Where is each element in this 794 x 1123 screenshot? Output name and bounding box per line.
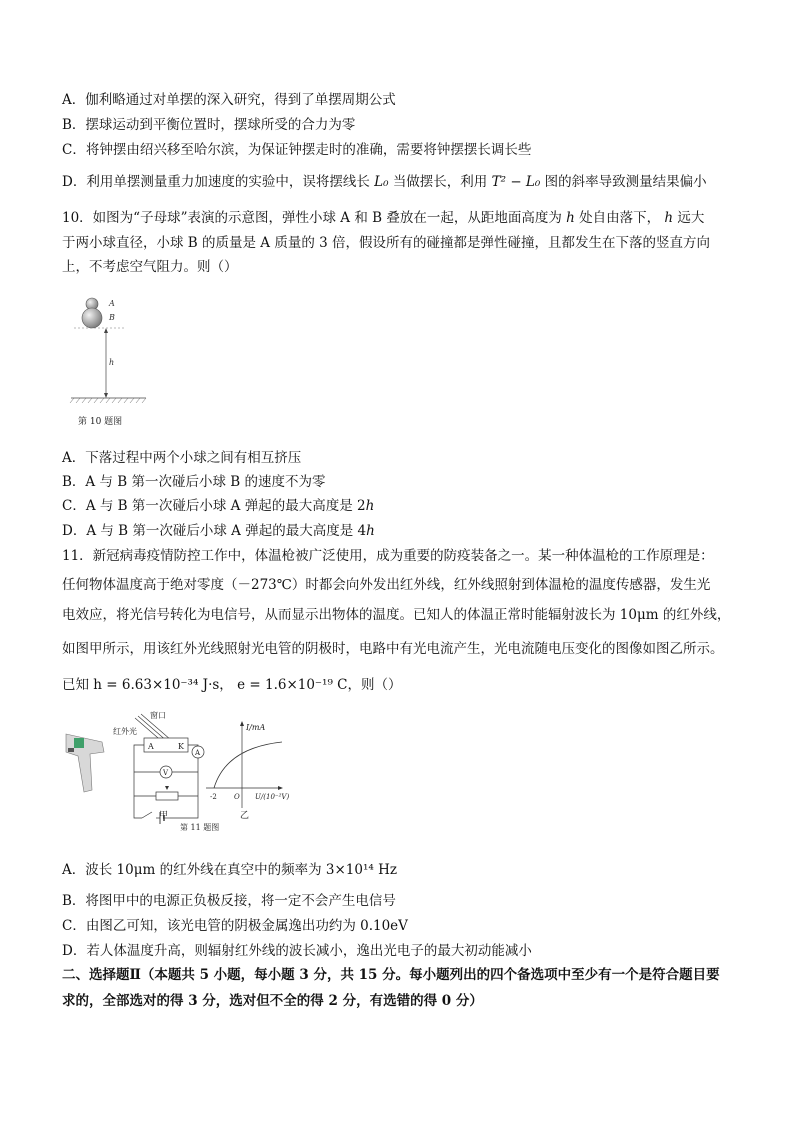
figure-11-caption: 第 11 题图 (180, 823, 220, 832)
q10-stem-text-2: 处自由落下， (579, 210, 661, 226)
q11-option-a: A．波长 10μm 的红外线在真空中的频率为 3×10¹⁴ Hz (62, 862, 397, 878)
q9-option-d (62, 173, 707, 191)
ir-light-label: 红外光 (113, 727, 137, 736)
q10-option-d-h: h (366, 523, 375, 539)
switch (142, 812, 152, 818)
q10-option-c-text: C．A 与 B 第一次碰后小球 A 弹起的最大高度是 2 (62, 498, 366, 514)
label-h: h (109, 358, 115, 367)
q10-option-c (62, 497, 374, 515)
q11-stem-line-3: 电效应，将光信号转化为电信号，从而显示出物体的温度。已知人的体温正常时能辐射波长为 10μm 的红外线， (62, 607, 731, 623)
label-a: A (109, 299, 115, 308)
q10-option-a: A．下落过程中两个小球之间有相互挤压 (62, 450, 302, 466)
q10-option-d (62, 522, 375, 540)
q9-option-d-text-1: D．利用单摆测量重力加速度的实验中，误将摆线长 (62, 174, 370, 190)
svg-text:A: A (195, 749, 201, 757)
ball-b (82, 308, 102, 328)
rheostat (156, 792, 178, 800)
q11-stem-line-2: 任何物体温度高于绝对零度（－273℃）时都会向外发出红外线，红外线照射到体温枪的温度传感器，发生光 (62, 577, 711, 593)
q9-option-d-l0: L₀ (374, 174, 389, 190)
q10-stem-line-3: 上，不考虑空气阻力。则（） (62, 259, 238, 275)
graph-x-label: U/(10⁻²V) (255, 793, 290, 801)
label-b: B (109, 313, 115, 322)
section-2-header-line-1: 二、选择题Ⅱ（本题共 5 小题，每小题 3 分，共 15 分。每小题列出的四个备选项中至少有一个是符合题目要 (62, 967, 720, 983)
q10-option-b: B．A 与 B 第一次碰后小球 B 的速度不为零 (62, 474, 326, 490)
q10-stem-text-3: 远大 (677, 210, 705, 226)
q10-stem-h2: h (664, 210, 674, 226)
q9-option-d-formula: T² − L₀ (491, 174, 541, 190)
window-label: 窗口 (150, 711, 166, 720)
thermometer-gun-icon (66, 734, 104, 792)
section-2-header-line-2: 求的，全部选对的得 3 分，选对但不全的得 2 分，有选错的得 0 分） (62, 993, 483, 1009)
q9-option-c: C．将钟摆由绍兴移至哈尔滨，为保证钟摆走时的准确，需要将钟摆摆长调长些 (62, 142, 532, 158)
q11-option-c: C．由图乙可知，该光电管的阴极金属逸出功约为 0.10eV (62, 918, 408, 934)
q11-stem-line-4: 如图甲所示，用该红外光线照射光电管的阴极时，电路中有光电流产生，光电流随电压变化的图像如图乙所示。 (62, 641, 724, 657)
q10-figure (66, 288, 156, 428)
q10-option-c-h: h (365, 498, 375, 514)
q10-stem-h: h (566, 210, 575, 226)
q10-stem-line-2: 于两小球直径，小球 B 的质量是 A 质量的 3 倍，假设所有的碰撞都是弹性碰撞，且都发生在下落的竖直方向 (62, 235, 711, 251)
q11-option-b: B．将图甲中的电源正负极反接，将一定不会产生电信号 (62, 893, 396, 909)
anode-label: A (148, 742, 154, 751)
graph-origin: O (234, 793, 240, 801)
svg-text:V: V (163, 769, 169, 777)
cathode-label: K (178, 742, 184, 751)
q9-option-d-text-3: 图的斜率导致测量结果偏小 (544, 174, 707, 190)
q11-stem-line-1: 11．新冠病毒疫情防控工作中，体温枪被广泛使用，成为重要的防疫装备之一。某一种体温枪的工作原理是： (62, 548, 714, 564)
graph-curve (214, 742, 282, 788)
q9-option-b: B．摆球运动到平衡位置时，摆球所受的合力为零 (62, 117, 356, 133)
label-jia: 甲 (159, 811, 169, 821)
q9-option-d-text-2: 当做摆长，利用 (392, 174, 488, 190)
figure-10-caption: 第 10 题图 (78, 417, 123, 427)
q11-option-d: D．若人体温度升高，则辐射红外线的波长减小，逸出光电子的最大初动能减小 (62, 943, 532, 959)
q11-figure (60, 708, 320, 834)
q9-option-a: A．伽利略通过对单摆的深入研究，得到了单摆周期公式 (62, 92, 396, 108)
q11-stem-line-5: 已知 h = 6.63×10⁻³⁴ J·s， e = 1.6×10⁻¹⁹ C，则（） (62, 677, 402, 693)
graph-y-label: I/mA (246, 723, 266, 732)
q10-stem-line-1 (62, 209, 704, 227)
q10-option-d-text: D．A 与 B 第一次碰后小球 A 弹起的最大高度是 4 (62, 523, 367, 539)
q10-stem-text-1: 10．如图为“子母球”表演的示意图，弹性小球 A 和 B 叠放在一起，从距地面高度为 (62, 210, 562, 226)
graph-tick-neg2: -2 (210, 793, 217, 801)
label-yi: 乙 (240, 811, 250, 821)
